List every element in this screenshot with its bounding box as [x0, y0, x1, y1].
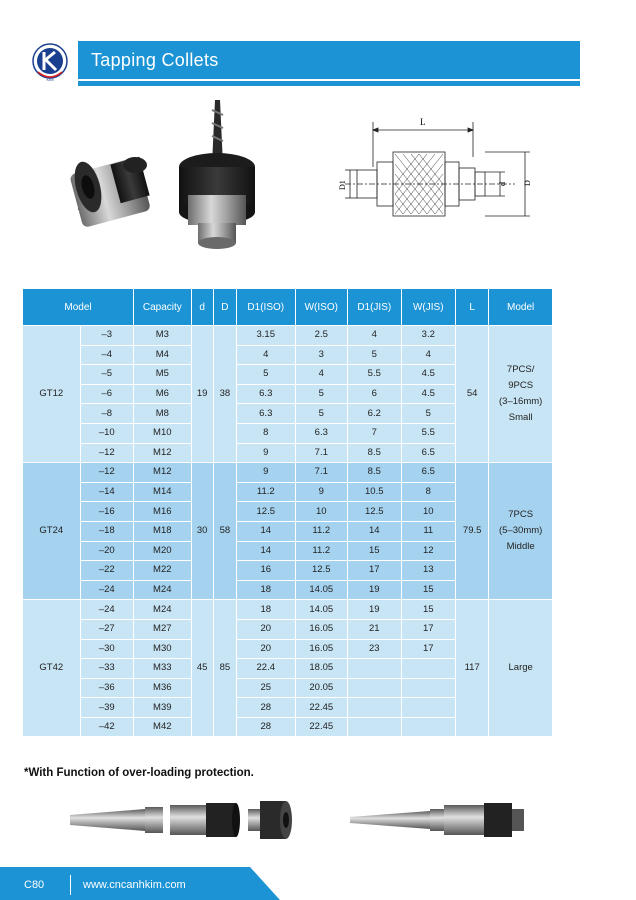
- d1-jis-cell: [348, 698, 402, 718]
- d1-jis-cell: 19: [348, 580, 402, 600]
- d1-jis-cell: 4: [348, 326, 402, 346]
- capacity-cell: M24: [134, 580, 192, 600]
- w-jis-cell: 12: [401, 541, 456, 561]
- capacity-cell: M33: [134, 659, 192, 679]
- size-cell: –27: [80, 619, 134, 639]
- d1-jis-cell: 15: [348, 541, 402, 561]
- w-iso-cell: 7.1: [295, 463, 347, 483]
- w-iso-cell: 9: [295, 482, 347, 502]
- w-jis-cell: [401, 717, 456, 737]
- w-jis-cell: 4.5: [401, 384, 456, 404]
- w-jis-cell: 8: [401, 482, 456, 502]
- d1-iso-cell: 25: [236, 678, 295, 698]
- w-jis-cell: 10: [401, 502, 456, 522]
- d1-iso-cell: 16: [236, 561, 295, 581]
- tool-holder-images: [60, 795, 580, 850]
- capacity-cell: M3: [134, 326, 192, 346]
- D-cell: 58: [213, 463, 236, 600]
- spec-table: [22, 288, 553, 737]
- d1-iso-cell: 4: [236, 345, 295, 365]
- d1-jis-cell: 5.5: [348, 365, 402, 385]
- size-cell: –5: [80, 365, 134, 385]
- w-jis-cell: 6.5: [401, 443, 456, 463]
- capacity-cell: M6: [134, 384, 192, 404]
- size-cell: –10: [80, 423, 134, 443]
- capacity-cell: M14: [134, 482, 192, 502]
- w-iso-cell: 16.05: [295, 639, 347, 659]
- w-jis-cell: 17: [401, 619, 456, 639]
- d1-iso-cell: 28: [236, 717, 295, 737]
- model-info-cell: [489, 326, 553, 463]
- d1-iso-cell: 11.2: [236, 482, 295, 502]
- d1-jis-cell: 17: [348, 561, 402, 581]
- footnote: *With Function of over-loading protection.: [24, 767, 254, 779]
- header-d1-iso: D1(ISO): [236, 289, 295, 326]
- size-cell: –36: [80, 678, 134, 698]
- capacity-cell: M16: [134, 502, 192, 522]
- size-cell: –3: [80, 326, 134, 346]
- L-cell: 54: [456, 326, 489, 463]
- model-cell: GT24: [23, 463, 81, 600]
- model-info-line: Large: [508, 662, 533, 674]
- model-info-cell: [489, 463, 553, 600]
- size-cell: –33: [80, 659, 134, 679]
- size-cell: –16: [80, 502, 134, 522]
- size-cell: –12: [80, 443, 134, 463]
- d1-jis-cell: 12.5: [348, 502, 402, 522]
- d1-iso-cell: 6.3: [236, 384, 295, 404]
- collet-dimension-diagram: [335, 112, 535, 222]
- d1-iso-cell: 6.3: [236, 404, 295, 424]
- w-iso-cell: 5: [295, 404, 347, 424]
- header-w-iso: W(ISO): [295, 289, 347, 326]
- model-info-line: Middle: [506, 541, 535, 553]
- model-cell: GT42: [23, 600, 81, 737]
- table-row: [23, 326, 553, 346]
- d1-iso-cell: 14: [236, 541, 295, 561]
- w-jis-cell: [401, 698, 456, 718]
- L-cell: 79.5: [456, 463, 489, 600]
- taper-shank-holder: [70, 803, 240, 837]
- capacity-cell: M22: [134, 561, 192, 581]
- w-iso-cell: 14.05: [295, 600, 347, 620]
- size-cell: –8: [80, 404, 134, 424]
- w-jis-cell: 5.5: [401, 423, 456, 443]
- model-info-line: (3–16mm): [499, 396, 543, 408]
- detached-collet: [248, 801, 292, 839]
- w-iso-cell: 4: [295, 365, 347, 385]
- d1-iso-cell: 9: [236, 443, 295, 463]
- w-iso-cell: 5: [295, 384, 347, 404]
- L-cell: 117: [456, 600, 489, 737]
- size-cell: –30: [80, 639, 134, 659]
- company-logo: [30, 42, 70, 82]
- capacity-cell: M20: [134, 541, 192, 561]
- w-jis-cell: 5: [401, 404, 456, 424]
- w-jis-cell: 3.2: [401, 326, 456, 346]
- w-iso-cell: 11.2: [295, 521, 347, 541]
- w-iso-cell: 3: [295, 345, 347, 365]
- size-cell: –14: [80, 482, 134, 502]
- w-iso-cell: 6.3: [295, 423, 347, 443]
- table-row: [23, 600, 553, 620]
- header-D: D: [213, 289, 236, 326]
- header-model: Model: [23, 289, 134, 326]
- d1-iso-cell: 9: [236, 463, 295, 483]
- d1-iso-cell: 18: [236, 580, 295, 600]
- capacity-cell: M30: [134, 639, 192, 659]
- w-iso-cell: 7.1: [295, 443, 347, 463]
- d1-iso-cell: 20: [236, 619, 295, 639]
- d1-iso-cell: 20: [236, 639, 295, 659]
- w-jis-cell: 13: [401, 561, 456, 581]
- website-link[interactable]: www.cncanhkim.com: [83, 879, 186, 891]
- d1-jis-cell: 5: [348, 345, 402, 365]
- capacity-cell: M5: [134, 365, 192, 385]
- d1-iso-cell: 22.4: [236, 659, 295, 679]
- d1-jis-cell: 7: [348, 423, 402, 443]
- svg-text:D1: D1: [338, 180, 347, 190]
- size-cell: –6: [80, 384, 134, 404]
- footer-separator: [70, 875, 71, 895]
- w-iso-cell: 2.5: [295, 326, 347, 346]
- model-cell: GT12: [23, 326, 81, 463]
- size-cell: –39: [80, 698, 134, 718]
- model-info-cell: [489, 600, 553, 737]
- svg-text:D: D: [523, 180, 532, 186]
- w-jis-cell: 15: [401, 600, 456, 620]
- capacity-cell: M39: [134, 698, 192, 718]
- d1-jis-cell: [348, 659, 402, 679]
- d1-iso-cell: 28: [236, 698, 295, 718]
- w-iso-cell: 12.5: [295, 561, 347, 581]
- w-jis-cell: 6.5: [401, 463, 456, 483]
- capacity-cell: M42: [134, 717, 192, 737]
- d-cell: 19: [191, 326, 213, 463]
- d1-jis-cell: [348, 717, 402, 737]
- d1-iso-cell: 18: [236, 600, 295, 620]
- d1-jis-cell: 8.5: [348, 443, 402, 463]
- d1-iso-cell: 5: [236, 365, 295, 385]
- model-info-line: 9PCS: [508, 380, 534, 392]
- page-number: C80: [24, 879, 45, 891]
- d1-jis-cell: 14: [348, 521, 402, 541]
- capacity-cell: M27: [134, 619, 192, 639]
- capacity-cell: M18: [134, 521, 192, 541]
- collet-photo: [60, 95, 280, 255]
- d1-jis-cell: 8.5: [348, 463, 402, 483]
- capacity-cell: M10: [134, 423, 192, 443]
- large-collet: [179, 100, 255, 249]
- size-cell: –24: [80, 580, 134, 600]
- assembled-holder: [350, 803, 524, 837]
- D-cell: 38: [213, 326, 236, 463]
- D-cell: 85: [213, 600, 236, 737]
- size-cell: –22: [80, 561, 134, 581]
- header-capacity: Capacity: [134, 289, 192, 326]
- d1-jis-cell: 6: [348, 384, 402, 404]
- w-iso-cell: 11.2: [295, 541, 347, 561]
- w-iso-cell: 22.45: [295, 698, 347, 718]
- header-w-jis: W(JIS): [401, 289, 456, 326]
- w-iso-cell: 14.05: [295, 580, 347, 600]
- model-info-line: (5–30mm): [499, 525, 543, 537]
- d-cell: 45: [191, 600, 213, 737]
- svg-text:KIM: KIM: [46, 77, 54, 82]
- w-iso-cell: 18.05: [295, 659, 347, 679]
- d1-iso-cell: 3.15: [236, 326, 295, 346]
- size-cell: –12: [80, 463, 134, 483]
- w-iso-cell: 22.45: [295, 717, 347, 737]
- d1-iso-cell: 12.5: [236, 502, 295, 522]
- page-title: Tapping Collets: [91, 50, 219, 70]
- capacity-cell: M12: [134, 463, 192, 483]
- small-collet: [69, 157, 151, 228]
- w-jis-cell: 15: [401, 580, 456, 600]
- header-model-info: Model: [489, 289, 553, 326]
- w-iso-cell: 20.05: [295, 678, 347, 698]
- d1-jis-cell: 23: [348, 639, 402, 659]
- w-jis-cell: 4.5: [401, 365, 456, 385]
- d1-jis-cell: 6.2: [348, 404, 402, 424]
- model-info-line: 7PCS/: [506, 364, 535, 376]
- w-jis-cell: 17: [401, 639, 456, 659]
- w-jis-cell: 11: [401, 521, 456, 541]
- w-jis-cell: [401, 659, 456, 679]
- w-jis-cell: [401, 678, 456, 698]
- capacity-cell: M24: [134, 600, 192, 620]
- model-info-line: Small: [508, 412, 533, 424]
- w-iso-cell: 16.05: [295, 619, 347, 639]
- size-cell: –20: [80, 541, 134, 561]
- w-iso-cell: 10: [295, 502, 347, 522]
- d-cell: 30: [191, 463, 213, 600]
- header-banner: [78, 41, 580, 79]
- d1-iso-cell: 14: [236, 521, 295, 541]
- capacity-cell: M12: [134, 443, 192, 463]
- capacity-cell: M4: [134, 345, 192, 365]
- header-underline: [78, 81, 580, 86]
- size-cell: –18: [80, 521, 134, 541]
- d1-jis-cell: 10.5: [348, 482, 402, 502]
- capacity-cell: M36: [134, 678, 192, 698]
- header-d1-jis: D1(JIS): [348, 289, 402, 326]
- svg-text:d: d: [498, 182, 507, 186]
- capacity-cell: M8: [134, 404, 192, 424]
- table-row: [23, 463, 553, 483]
- size-cell: –42: [80, 717, 134, 737]
- model-info-line: 7PCS: [508, 509, 534, 521]
- d1-jis-cell: 21: [348, 619, 402, 639]
- header-d: d: [191, 289, 213, 326]
- size-cell: –24: [80, 600, 134, 620]
- table-header-row: [23, 289, 553, 326]
- w-jis-cell: 4: [401, 345, 456, 365]
- d1-jis-cell: [348, 678, 402, 698]
- d1-jis-cell: 19: [348, 600, 402, 620]
- size-cell: –4: [80, 345, 134, 365]
- d1-iso-cell: 8: [236, 423, 295, 443]
- header-L: L: [456, 289, 489, 326]
- svg-text:L: L: [420, 117, 426, 127]
